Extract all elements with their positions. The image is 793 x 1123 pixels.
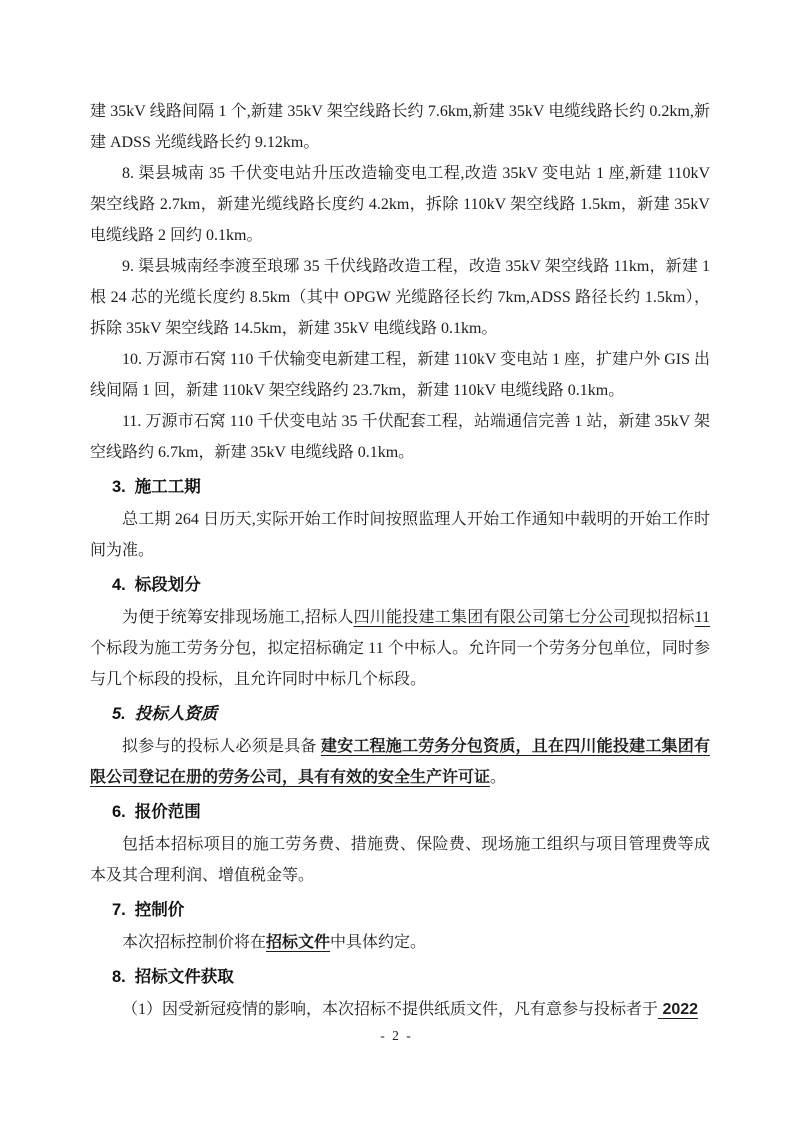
text-run: 建 35kV 线路间隔 1 个,新建 35kV 架空线路长约 7.6km,新建 35kV 电缆线路长约 0.2km,新建 ADSS 光缆线路长约 9.12km。 [90, 103, 710, 151]
text-run: 。 [490, 769, 507, 786]
text-run: 总工期 264 日历天,实际开始工作时间按照监理人开始工作通知中载明的开始工作时间为准。 [90, 511, 710, 559]
text-run: 10. 万源市石窝 110 千伏输变电新建工程，新建 110kV 变电站 1 座，扩建户外 GIS 出线间隔 1 回，新建 110kV 架空线路约 23.7km，新建 110kV 电缆线路 0.1km。 [90, 351, 710, 399]
heading-number: 5. [112, 705, 126, 723]
text-run: 11. 万源市石窝 110 千伏变电站 35 千伏配套工程，站端通信完善 1 站，新建 35kV 架空线路约 6.7km，新建 35kV 电缆线路 0.1km。 [90, 413, 710, 461]
emphasized-text: 11 [694, 609, 710, 626]
paragraph [90, 994, 710, 1025]
text-run: 包括本招标项目的施工劳务费、措施费、保险费、现场施工组织与项目管理费等成本及其合理利润、增值税金等。 [90, 836, 710, 884]
text-run: 为便于统筹安排现场施工,招标人 [122, 609, 354, 626]
heading-title: 标段划分 [134, 576, 201, 594]
section-heading [90, 895, 710, 926]
text-run: 个标段为施工劳务分包，拟定招标确定 11 个中标人。允许同一个劳务分包单位，同时参与几个标段的投标，且允许同时中标几个标段。 [90, 640, 710, 688]
text-run: 现拟招标 [629, 609, 695, 626]
paragraph [90, 602, 710, 695]
emphasized-text: 招标文件 [266, 934, 331, 951]
paragraph [90, 344, 710, 406]
heading-number: 8. [112, 968, 126, 986]
emphasized-text: 建安工程施工劳务分包资质，且在四川能投建工集团有限公司登记在册的劳务公司，具有有效的安全生产许可证 [90, 738, 710, 786]
heading-number: 4. [112, 576, 126, 594]
paragraph [90, 406, 710, 468]
text-run: 本次招标控制价将在 [122, 934, 267, 951]
text-run: 8. 渠县城南 35 千伏变电站升压改造输变电工程,改造 35kV 变电站 1 座,新建 110kV 架空线路 2.7km，新建光缆线路长度约 4.2km，拆除 110kV 架空线路 1.5km，新建 35kV 电缆线路 2 回约 0.1km。 [90, 165, 710, 244]
heading-title: 投标人资质 [134, 705, 218, 723]
heading-number: 6. [112, 803, 126, 821]
paragraph [90, 158, 710, 251]
text-run: 中具体约定。 [330, 934, 427, 951]
section-heading [90, 797, 710, 828]
emphasized-text: 2022 [658, 1001, 699, 1018]
text-run: 拟参与的投标人必须是具备 [122, 738, 321, 755]
paragraph [90, 504, 710, 566]
page-number: - 2 - [380, 1028, 413, 1043]
heading-title: 报价范围 [134, 803, 201, 821]
section-heading [90, 570, 710, 601]
text-run: （1）因受新冠疫情的影响，本次招标不提供纸质文件，凡有意参与投标者于 [122, 1001, 659, 1018]
emphasized-text: 四川能投建工集团有限公司第七分公司 [353, 609, 630, 626]
section-heading [90, 472, 710, 503]
paragraph [90, 96, 710, 158]
paragraph [90, 927, 710, 958]
heading-title: 控制价 [134, 901, 185, 919]
section-heading [90, 699, 710, 730]
heading-number: 7. [112, 901, 126, 919]
paragraph [90, 829, 710, 891]
paragraph [90, 251, 710, 344]
heading-number: 3. [112, 478, 126, 496]
text-run: 9. 渠县城南经李渡至琅琊 35 千伏线路改造工程，改造 35kV 架空线路 11km，新建 1 根 24 芯的光缆长度约 8.5km（其中 OPGW 光缆路径长约 7km,ADSS 路径长约 1.5km），拆除 35kV 架空线路 14.5km，新建 35kV 电缆线路 0.1km。 [90, 258, 710, 337]
document-body [90, 96, 710, 1025]
heading-title: 施工工期 [134, 478, 201, 496]
section-heading [90, 962, 710, 993]
paragraph [90, 731, 710, 793]
heading-title: 招标文件获取 [134, 968, 234, 986]
